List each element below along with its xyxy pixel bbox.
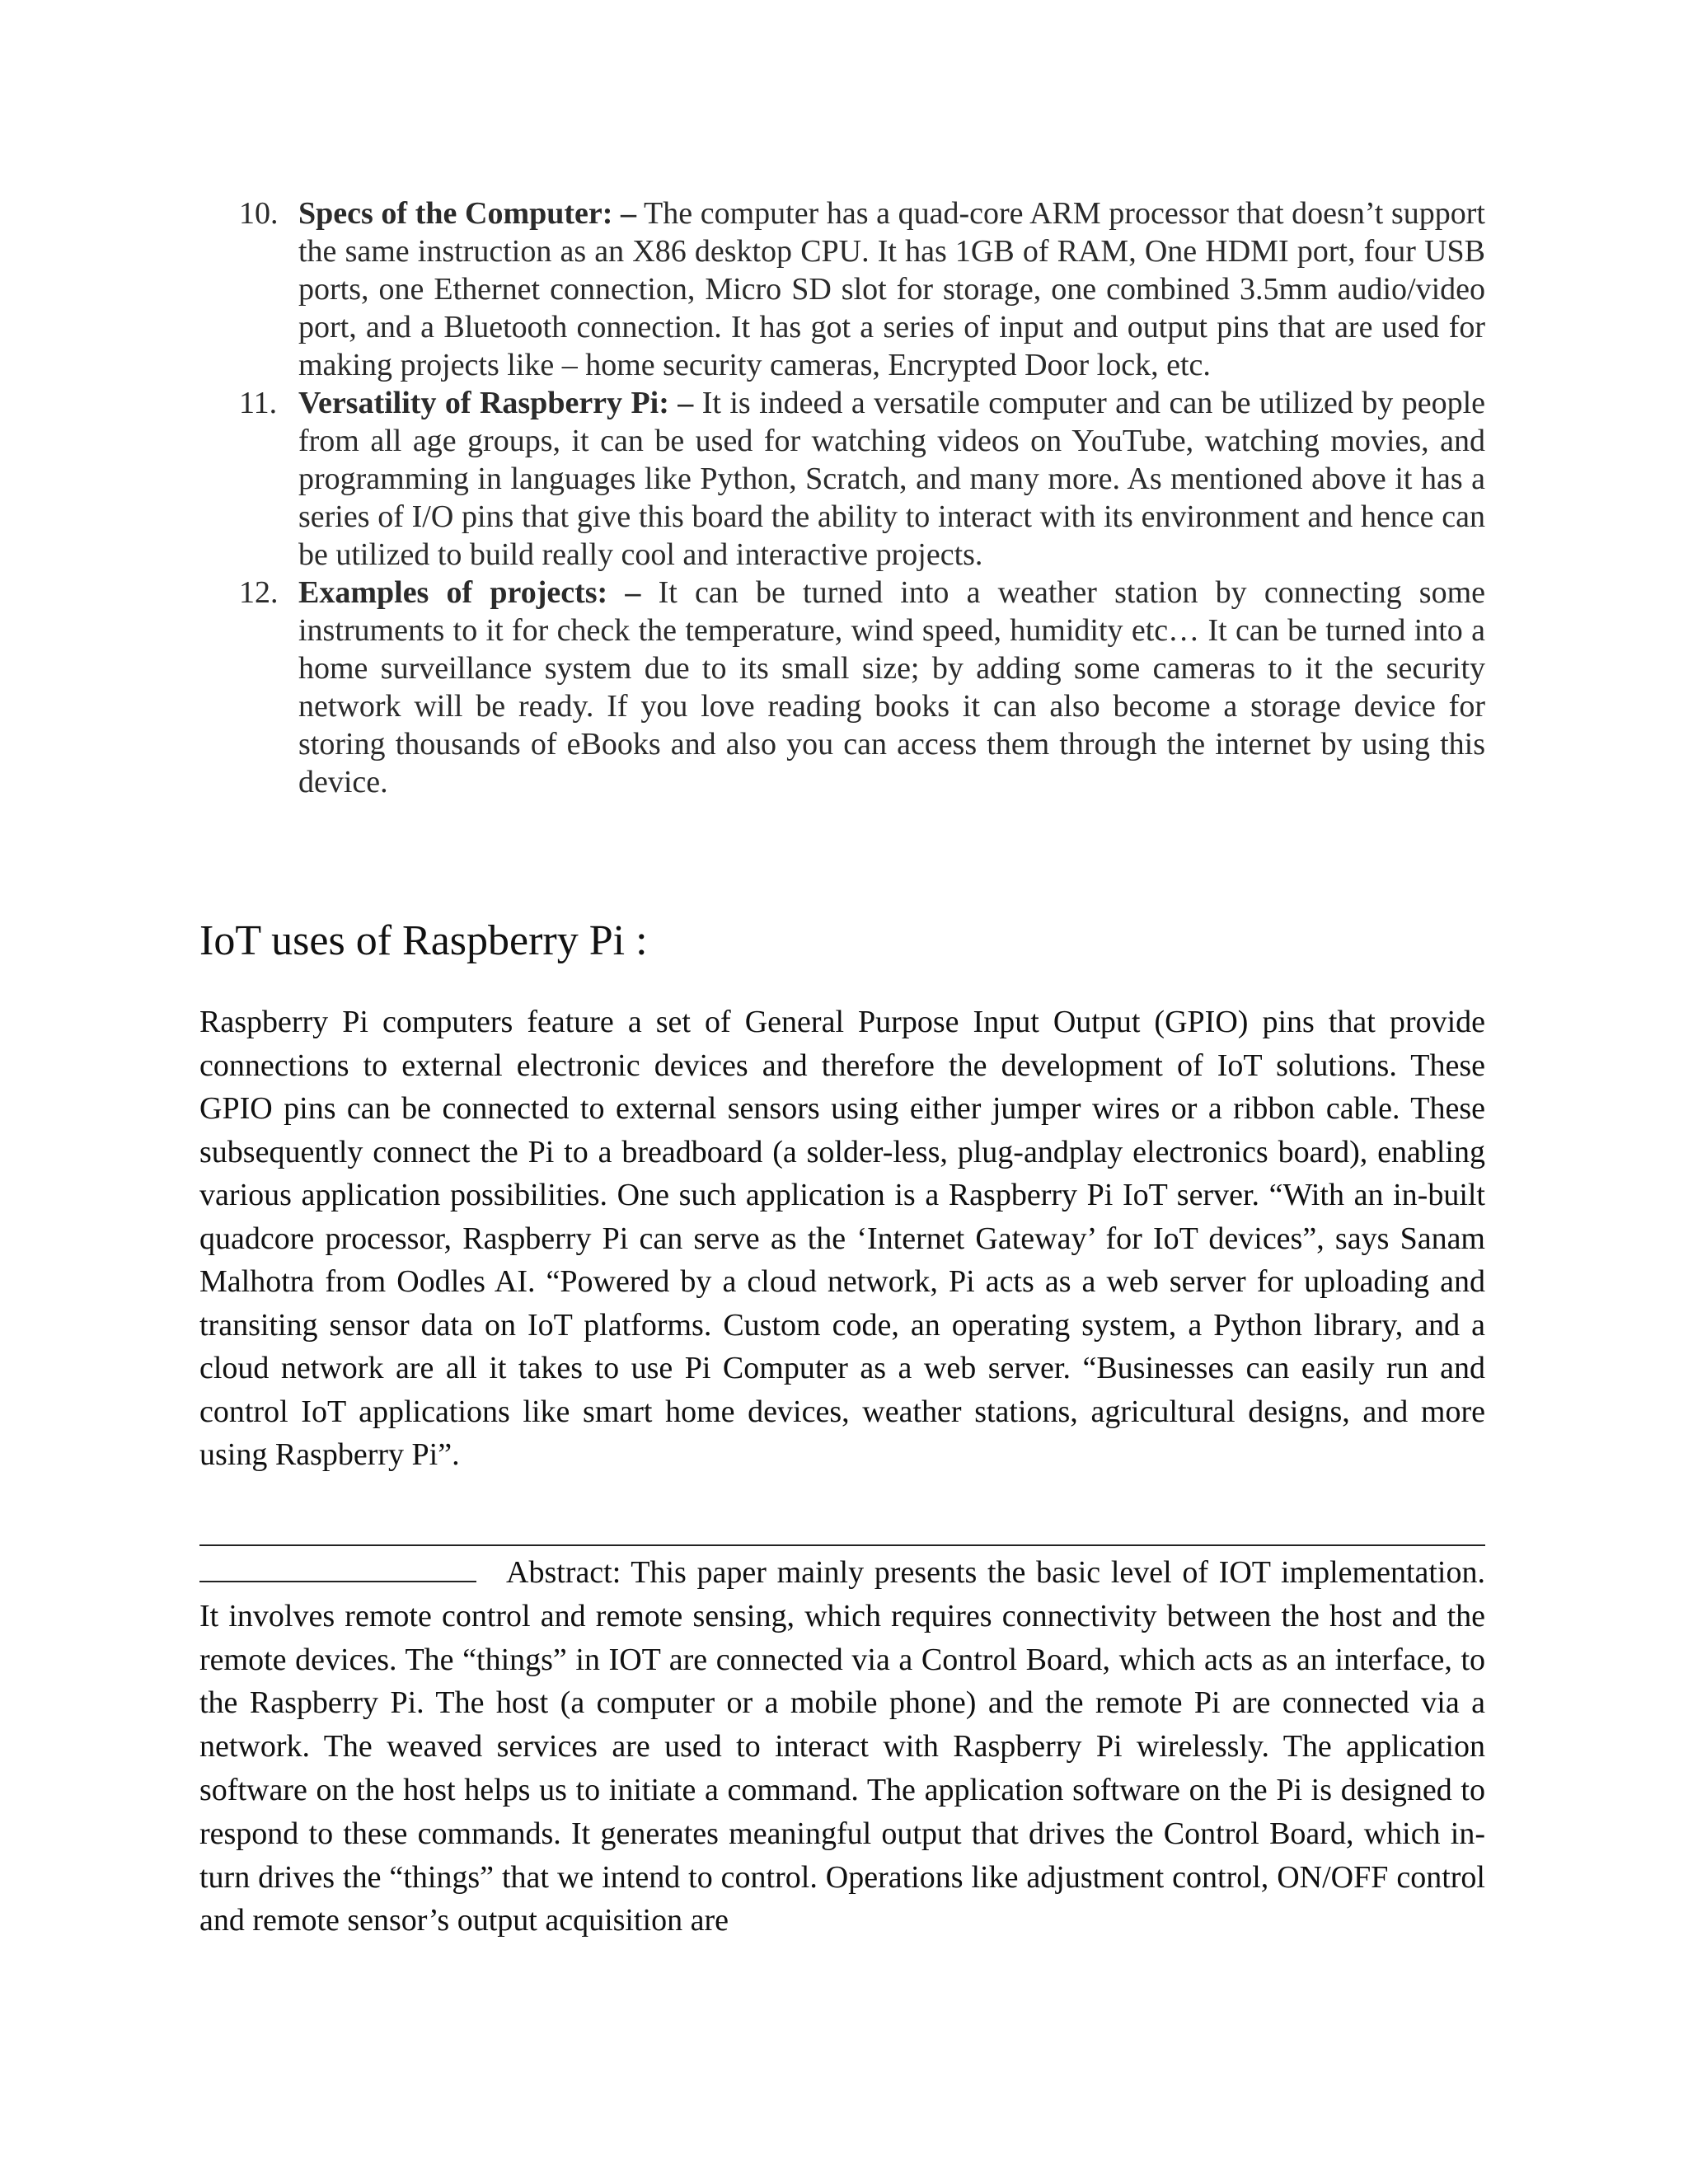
section-paragraph: Raspberry Pi computers feature a set of General Purpose Input Output (GPIO) pins that provide connections to external electronic devices and therefore the development of IoT solutions. These GPIO pins can be connected to external sensors using either jumper wires or a ribbon cable. These subsequently connect the Pi to a breadboard (a solder-less, plug-andplay electronics board), enabling various application possibilities. One such application is a Raspberry Pi IoT server. “With an in-built quadcore processor, Raspberry Pi can serve as the ‘Internet Gateway’ for IoT devices”, says Sanam Malhotra from Oodles AI. “Powered by a cloud network, Pi acts as a web server for uploading and transiting sensor data on IoT platforms. Custom code, an operating system, a Python library, and a cloud network are all it takes to use Pi Computer as a web server. “Businesses can easily run and control IoT applications like smart home devices, weather stations, agricultural designs, and more using Raspberry Pi”.: [199, 1005, 1485, 1472]
list-item-title: Versatility of Raspberry Pi: –: [298, 386, 694, 420]
footnote-blank-line: [199, 1580, 476, 1582]
abstract-paragraph: [199, 1551, 1485, 1943]
list-item: [199, 194, 1485, 384]
abstract-text: Abstract: This paper mainly presents the basic level of IOT implementation. It involves remote control and remote sensing, which requires connectivity between the host and the remote devices. The “things” in IOT are connected via a Control Board, which acts as an interface, to the Raspberry Pi. The host (a computer or a mobile phone) and the remote Pi are connected via a network. The weaved services are used to interact with Raspberry Pi wirelessly. The application software on the host helps us to initiate a command. The application software on the Pi is designed to respond to these commands. It generates meaningful output that drives the Control Board, which in-turn drives the “things” that we intend to control. Operations like adjustment control, ON/OFF control and remote sensor’s output acquisition are: [199, 1555, 1485, 1938]
list-item-text: The computer has a quad-core ARM processor that doesn’t support the same instruction as an X86 desktop CPU. It has 1GB of RAM, One HDMI port, four USB ports, one Ethernet connection, Micro SD slot for storage, one combined 3.5mm audio/video port, and a Bluetooth connection. It has got a series of input and output pins that are used for making projects like – home security cameras, Encrypted Door lock, etc.: [298, 196, 1485, 382]
list-item-number: 12.: [239, 575, 279, 610]
list-item-text: It is indeed a versatile computer and can be utilized by people from all age groups, it can be used for watching videos on YouTube, watching movies, and programming in languages like Python, Scratch, and many more. As mentioned above it has a series of I/O pins that give this board the ability to interact with its environment and hence can be utilized to build really cool and interactive projects.: [298, 386, 1485, 572]
list-item: [199, 574, 1485, 801]
numbered-list: [199, 194, 1485, 801]
list-item-title: Specs of the Computer: –: [298, 196, 637, 231]
list-item-number: 11.: [239, 386, 278, 420]
list-item-title: Examples of projects: –: [298, 575, 641, 610]
list-item-number: 10.: [239, 196, 279, 231]
section-heading: IoT uses of Raspberry Pi :: [199, 917, 648, 964]
list-item: [199, 384, 1485, 574]
list-item-text: It can be turned into a weather station by connecting some instruments to it for check the temperature, wind speed, humidity etc… It can be turned into a home surveillance system due to its small size; by adding some cameras to it the security network will be ready. If you love reading books it can also become a storage device for storing thousands of eBooks and also you can access them through the internet by using this device.: [298, 575, 1485, 799]
footnote-separator: [199, 1544, 1485, 1546]
